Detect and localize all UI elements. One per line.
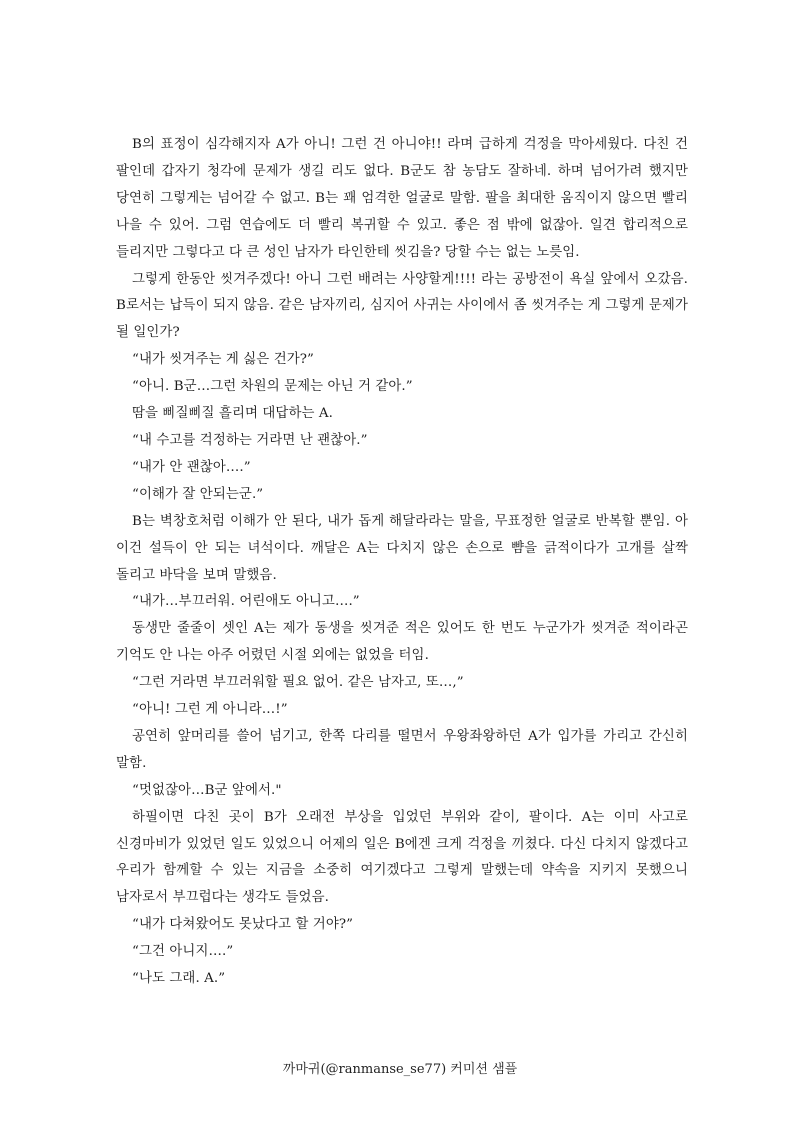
document-body [116, 132, 688, 993]
paragraph: B의 표정이 심각해지자 A가 아니! 그런 건 아니야!! 라며 급하게 걱정을 막아세웠다. 다친 건 팔인데 갑자기 청각에 문제가 생길 리도 없다. B군도 참 농담도 잘하네. 하며 넘어가려 했지만 당연히 그렇게는 넘어갈 수 없고. B는 꽤 엄격한 얼굴로 말함. 팔을 최대한 움직이지 않으면 빨리 나을 수 있어. 그럼 연습에도 더 빨리 복귀할 수 있고. 좋은 점 밖에 없잖아. 일견 합리적으로 들리지만 그렇다고 다 큰 성인 남자가 타인한테 씻김을? 당할 수는 없는 노릇임. [116, 137, 688, 260]
paragraph: 그렇게 한동안 씻겨주겠다! 아니 그런 배려는 사양할게!!!! 라는 공방전이 욕실 앞에서 오갔음. B로서는 납득이 되지 않음. 같은 남자끼리, 심지어 사귀는 사이에서 좀 씻겨주는 게 그렇게 문제가 될 일인가? [116, 271, 688, 341]
dialogue-line: “이해가 잘 안되는군.” [132, 486, 264, 502]
dialogue-line: “아니! 그런 게 아니라…!” [132, 702, 288, 718]
dialogue-line: “나도 그래. A.” [132, 971, 226, 987]
dialogue-line: “내 수고를 걱정하는 거라면 난 괜찮아.” [132, 432, 368, 448]
paragraph: 하필이면 다친 곳이 B가 오래전 부상을 입었던 부위와 같이, 팔이다. A는 이미 사고로 신경마비가 있었던 일도 있었으니 어제의 일은 B에겐 크게 걱정을 끼쳤다. 다신 다치지 않겠다고 우리가 함께할 수 있는 지금을 소중히 여기겠다고 그렇게 말했는데 약속을 지키지 못했으니 남자로서 부끄럽다는 생각도 들었음. [116, 809, 688, 906]
dialogue-line: “내가 씻겨주는 게 싫은 건가?” [132, 352, 314, 368]
dialogue-line: “내가 다쳐왔어도 못났다고 할 거야?” [132, 917, 354, 933]
page-footer: 까마귀(@ranmanse_se77) 커미션 샘플 [282, 1062, 518, 1077]
paragraph: 땀을 삐질삐질 흘리며 대답하는 A. [132, 406, 334, 422]
paragraph: B는 벽창호처럼 이해가 안 된다, 내가 돕게 해달라라는 말을, 무표정한 얼굴로 반복할 뿐임. 아 이건 설득이 안 되는 녀석이다. 깨달은 A는 다치지 않은 손으로 뺨을 긁적이다가 고개를 살짝 돌리고 바닥을 보며 말했음. [116, 513, 688, 583]
paragraph: 동생만 줄줄이 셋인 A는 제가 동생을 씻겨준 적은 있어도 한 번도 누군가가 씻겨준 적이라곤 기억도 안 나는 아주 어렸던 시절 외에는 없었을 터임. [116, 621, 688, 664]
dialogue-line: “그건 아니지….” [132, 944, 234, 960]
paragraph: 공연히 앞머리를 쓸어 넘기고, 한쪽 다리를 떨면서 우왕좌왕하던 A가 입가를 가리고 간신히 말함. [116, 728, 688, 771]
dialogue-line: “아니. B군…그런 차원의 문제는 아닌 거 같아.” [132, 379, 413, 395]
dialogue-line: “그런 거라면 부끄러워할 필요 없어. 같은 남자고, 또…,” [132, 675, 464, 691]
dialogue-line: “내가…부끄러워. 어린애도 아니고….” [132, 594, 360, 610]
dialogue-line: “멋없잖아…B군 앞에서." [132, 782, 282, 798]
dialogue-line: “내가 안 괜찮아….” [132, 459, 251, 475]
